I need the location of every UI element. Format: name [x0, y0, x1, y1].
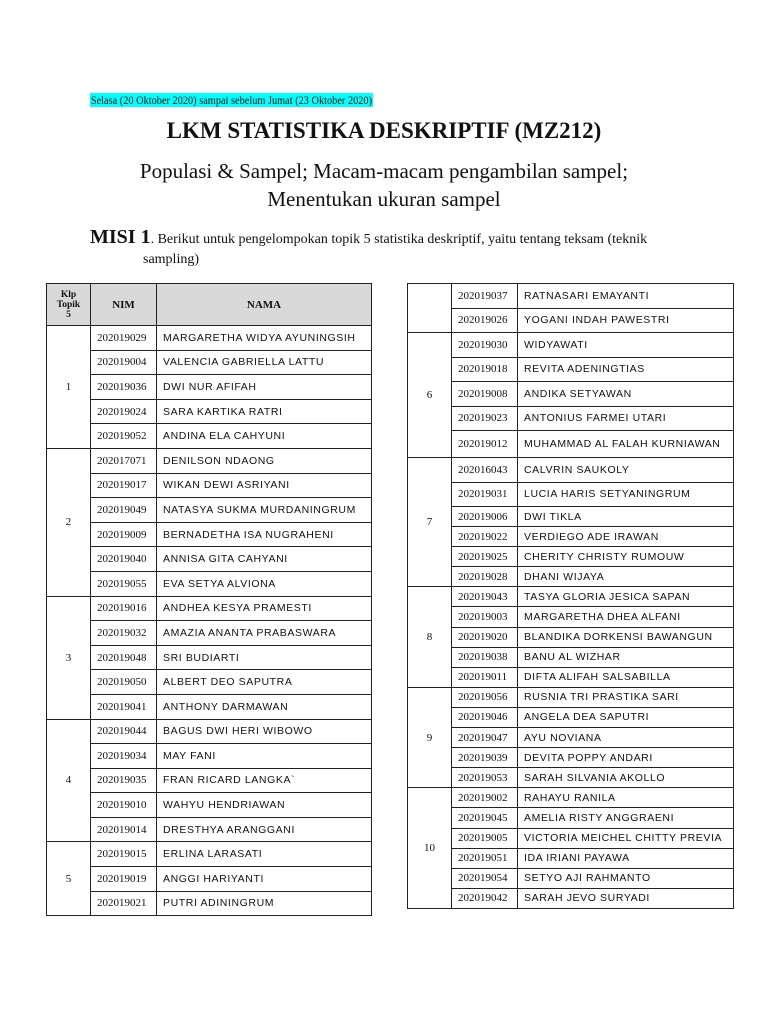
group-number-cell: 4 — [47, 719, 91, 842]
nim-cell: 202019047 — [452, 728, 518, 748]
nim-cell: 202019011 — [452, 667, 518, 687]
nim-cell: 202019009 — [91, 522, 157, 547]
table-row — [47, 448, 372, 473]
nim-cell: 202017071 — [91, 448, 157, 473]
nim-cell: 202019052 — [91, 424, 157, 449]
table-row — [47, 547, 372, 572]
nama-cell: SRI BUDIARTI — [157, 645, 372, 670]
table-row — [47, 744, 372, 769]
nama-cell: EVA SETYA ALVIONA — [157, 571, 372, 596]
misi-paragraph — [90, 226, 710, 271]
nim-cell: 202019006 — [452, 507, 518, 527]
nim-cell: 202019040 — [91, 547, 157, 572]
nama-cell: BERNADETHA ISA NUGRAHENI — [157, 522, 372, 547]
nama-cell: ANGGI HARIYANTI — [157, 867, 372, 892]
nama-cell: LUCIA HARIS SETYANINGRUM — [518, 482, 734, 507]
misi-text-continuation: sampling) — [143, 252, 199, 267]
nim-cell: 202019002 — [452, 788, 518, 808]
nim-cell: 202019020 — [452, 627, 518, 647]
table-row — [408, 888, 734, 908]
nim-cell: 202019015 — [91, 842, 157, 867]
subtitle-line-2: Menentukan ukuran sampel — [267, 187, 501, 211]
nama-cell: ANGELA DEA SAPUTRI — [518, 707, 734, 727]
table-row — [408, 587, 734, 607]
nim-cell: 202019055 — [91, 571, 157, 596]
table-header-row — [47, 284, 372, 326]
nama-cell: YOGANI INDAH PAWESTRI — [518, 308, 734, 333]
nama-cell: ANDHEA KESYA PRAMESTI — [157, 596, 372, 621]
nim-cell: 202019017 — [91, 473, 157, 498]
nama-cell: VERDIEGO ADE IRAWAN — [518, 527, 734, 547]
nim-cell: 202019008 — [452, 382, 518, 407]
table-row — [47, 793, 372, 818]
table-row — [408, 808, 734, 828]
nama-cell: RATNASARI EMAYANTI — [518, 284, 734, 309]
group-number-cell — [408, 284, 452, 333]
nama-cell: AYU NOVIANA — [518, 728, 734, 748]
table-row — [408, 382, 734, 407]
nama-cell: WAHYU HENDRIAWAN — [157, 793, 372, 818]
nama-cell: BLANDIKA DORKENSI BAWANGUN — [518, 627, 734, 647]
table-row — [408, 482, 734, 507]
nim-cell: 202019035 — [91, 768, 157, 793]
table-row — [408, 431, 734, 458]
table-row — [47, 768, 372, 793]
table-row — [47, 867, 372, 892]
nama-cell: DENILSON NDAONG — [157, 448, 372, 473]
header-klp — [47, 284, 91, 326]
nim-cell: 202019019 — [91, 867, 157, 892]
table-row — [47, 498, 372, 523]
header-nama: NAMA — [157, 284, 372, 326]
table-row — [408, 647, 734, 667]
nama-cell: MARGARETHA DHEA ALFANI — [518, 607, 734, 627]
table-row — [47, 891, 372, 916]
page-title: LKM STATISTIKA DESKRIPTIF (MZ212) — [166, 118, 602, 143]
table-row — [47, 375, 372, 400]
group-number-cell: 5 — [47, 842, 91, 916]
table-row — [408, 284, 734, 309]
nim-cell: 202019048 — [91, 645, 157, 670]
nim-cell: 202019043 — [452, 587, 518, 607]
nim-cell: 202019051 — [452, 848, 518, 868]
nim-cell: 202019044 — [91, 719, 157, 744]
nim-cell: 202019010 — [91, 793, 157, 818]
nim-cell: 202019005 — [452, 828, 518, 848]
nama-cell: FRAN RICARD LANGKA` — [157, 768, 372, 793]
nama-cell: BANU AL WIZHAR — [518, 647, 734, 667]
nim-cell: 202019029 — [91, 326, 157, 351]
nama-cell: CHERITY CHRISTY RUMOUW — [518, 547, 734, 567]
group-number-cell: 10 — [408, 788, 452, 909]
nama-cell: REVITA ADENINGTIAS — [518, 357, 734, 382]
table-row — [408, 828, 734, 848]
table-row — [408, 667, 734, 687]
nim-cell: 202019037 — [452, 284, 518, 309]
nama-cell: ANTHONY DARMAWAN — [157, 694, 372, 719]
nama-cell: ANDINA ELA CAHYUNI — [157, 424, 372, 449]
nim-cell: 202019018 — [452, 357, 518, 382]
nama-cell: IDA IRIANI PAYAWA — [518, 848, 734, 868]
nim-cell: 202019022 — [452, 527, 518, 547]
table-row — [47, 842, 372, 867]
table-row — [408, 768, 734, 788]
nim-cell: 202019056 — [452, 687, 518, 707]
nama-cell: DHANI WIJAYA — [518, 567, 734, 587]
table-row — [408, 707, 734, 727]
nama-cell: ANDIKA SETYAWAN — [518, 382, 734, 407]
group-number-cell: 7 — [408, 458, 452, 587]
nama-cell: ANNISA GITA CAHYANI — [157, 547, 372, 572]
table-row — [408, 547, 734, 567]
table-row — [408, 848, 734, 868]
nama-cell: ALBERT DEO SAPUTRA — [157, 670, 372, 695]
nama-cell: PUTRI ADININGRUM — [157, 891, 372, 916]
table-row — [47, 522, 372, 547]
group-number-cell: 2 — [47, 448, 91, 596]
table-row — [47, 694, 372, 719]
nim-cell: 202019032 — [91, 621, 157, 646]
group-number-cell: 6 — [408, 333, 452, 458]
table-row — [47, 719, 372, 744]
nim-cell: 202019024 — [91, 399, 157, 424]
nama-cell: RUSNIA TRI PRASTIKA SARI — [518, 687, 734, 707]
nama-cell: SETYO AJI RAHMANTO — [518, 868, 734, 888]
nim-cell: 202019046 — [452, 707, 518, 727]
nama-cell: WIDYAWATI — [518, 333, 734, 358]
table-row — [408, 687, 734, 707]
group-number-cell: 3 — [47, 596, 91, 719]
table-row — [408, 567, 734, 587]
nim-cell: 202019039 — [452, 748, 518, 768]
table-row — [408, 868, 734, 888]
nim-cell: 202019034 — [91, 744, 157, 769]
nama-cell: MAY FANI — [157, 744, 372, 769]
nama-cell: DRESTHYA ARANGGANI — [157, 817, 372, 842]
nama-cell: AMELIA RISTY ANGGRAENI — [518, 808, 734, 828]
nama-cell: ERLINA LARASATI — [157, 842, 372, 867]
nim-cell: 202019021 — [91, 891, 157, 916]
nama-cell: MUHAMMAD AL FALAH KURNIAWAN — [518, 431, 734, 458]
table-row — [47, 326, 372, 351]
table-row — [47, 817, 372, 842]
table-row — [408, 507, 734, 527]
nim-cell: 202019025 — [452, 547, 518, 567]
nim-cell: 202019026 — [452, 308, 518, 333]
nim-cell: 202019041 — [91, 694, 157, 719]
nama-cell: DIFTA ALIFAH SALSABILLA — [518, 667, 734, 687]
nim-cell: 202019004 — [91, 350, 157, 375]
table-row — [408, 527, 734, 547]
subtitle-line-1: Populasi & Sampel; Macam-macam pengambilan sampel; — [139, 159, 629, 183]
nama-cell: ANTONIUS FARMEI UTARI — [518, 406, 734, 431]
table-row — [408, 627, 734, 647]
table-row — [408, 406, 734, 431]
nim-cell: 202019003 — [452, 607, 518, 627]
nama-cell: WIKAN DEWI ASRIYANI — [157, 473, 372, 498]
header-klp-line: Klp — [60, 289, 77, 300]
table-row — [408, 788, 734, 808]
nim-cell: 202019050 — [91, 670, 157, 695]
table-row — [47, 645, 372, 670]
nama-cell: NATASYA SUKMA MURDANINGRUM — [157, 498, 372, 523]
nim-cell: 202019014 — [91, 817, 157, 842]
nim-cell: 202019036 — [91, 375, 157, 400]
nama-cell: DWI NUR AFIFAH — [157, 375, 372, 400]
nama-cell: DWI TIKLA — [518, 507, 734, 527]
nim-cell: 202019042 — [452, 888, 518, 908]
nim-cell: 202016043 — [452, 458, 518, 483]
header-klp-line: 5 — [66, 309, 71, 320]
group-number-cell: 9 — [408, 687, 452, 787]
table-row — [47, 399, 372, 424]
nim-cell: 202019054 — [452, 868, 518, 888]
header-nim: NIM — [91, 284, 157, 326]
nim-cell: 202019012 — [452, 431, 518, 458]
nama-cell: SARAH JEVO SURYADI — [518, 888, 734, 908]
nim-cell: 202019028 — [452, 567, 518, 587]
table-row — [408, 357, 734, 382]
group-number-cell: 1 — [47, 326, 91, 449]
nim-cell: 202019049 — [91, 498, 157, 523]
table-row — [408, 607, 734, 627]
nama-cell: BAGUS DWI HERI WIBOWO — [157, 719, 372, 744]
table-row — [47, 350, 372, 375]
table-row — [408, 458, 734, 483]
nama-cell: RAHAYU RANILA — [518, 788, 734, 808]
nim-cell: 202019038 — [452, 647, 518, 667]
nim-cell: 202019053 — [452, 768, 518, 788]
table-row — [47, 670, 372, 695]
group-table-right — [407, 283, 734, 909]
nama-cell: SARA KARTIKA RATRI — [157, 399, 372, 424]
header-klp-line: Topik — [56, 299, 81, 310]
table-row — [47, 571, 372, 596]
table-row — [408, 728, 734, 748]
nim-cell: 202019030 — [452, 333, 518, 358]
group-table-left — [46, 283, 372, 916]
nim-cell: 202019045 — [452, 808, 518, 828]
group-number-cell: 8 — [408, 587, 452, 687]
table-row — [47, 596, 372, 621]
nim-cell: 202019023 — [452, 406, 518, 431]
table-row — [47, 473, 372, 498]
nama-cell: CALVRIN SAUKOLY — [518, 458, 734, 483]
misi-label: MISI 1 — [90, 226, 151, 248]
misi-text: . Berikut untuk pengelompokan topik 5 statistika deskriptif, yaitu tentang teksam (teknik — [150, 232, 648, 247]
nama-cell: DEVITA POPPY ANDARI — [518, 748, 734, 768]
nama-cell: AMAZIA ANANTA PRABASWARA — [157, 621, 372, 646]
nama-cell: VALENCIA GABRIELLA LATTU — [157, 350, 372, 375]
table-row — [408, 333, 734, 358]
nama-cell: TASYA GLORIA JESICA SAPAN — [518, 587, 734, 607]
nama-cell: MARGARETHA WIDYA AYUNINGSIH — [157, 326, 372, 351]
page-subtitle — [0, 157, 768, 213]
date-line: Selasa (20 Oktober 2020) sampai sebelum Jumat (23 Oktober 2020) — [90, 93, 373, 107]
table-row — [408, 748, 734, 768]
nama-cell: VICTORIA MEICHEL CHITTY PREVIA — [518, 828, 734, 848]
table-row — [408, 308, 734, 333]
nim-cell: 202019031 — [452, 482, 518, 507]
nim-cell: 202019016 — [91, 596, 157, 621]
table-row — [47, 424, 372, 449]
table-row — [47, 621, 372, 646]
nama-cell: SARAH SILVANIA AKOLLO — [518, 768, 734, 788]
